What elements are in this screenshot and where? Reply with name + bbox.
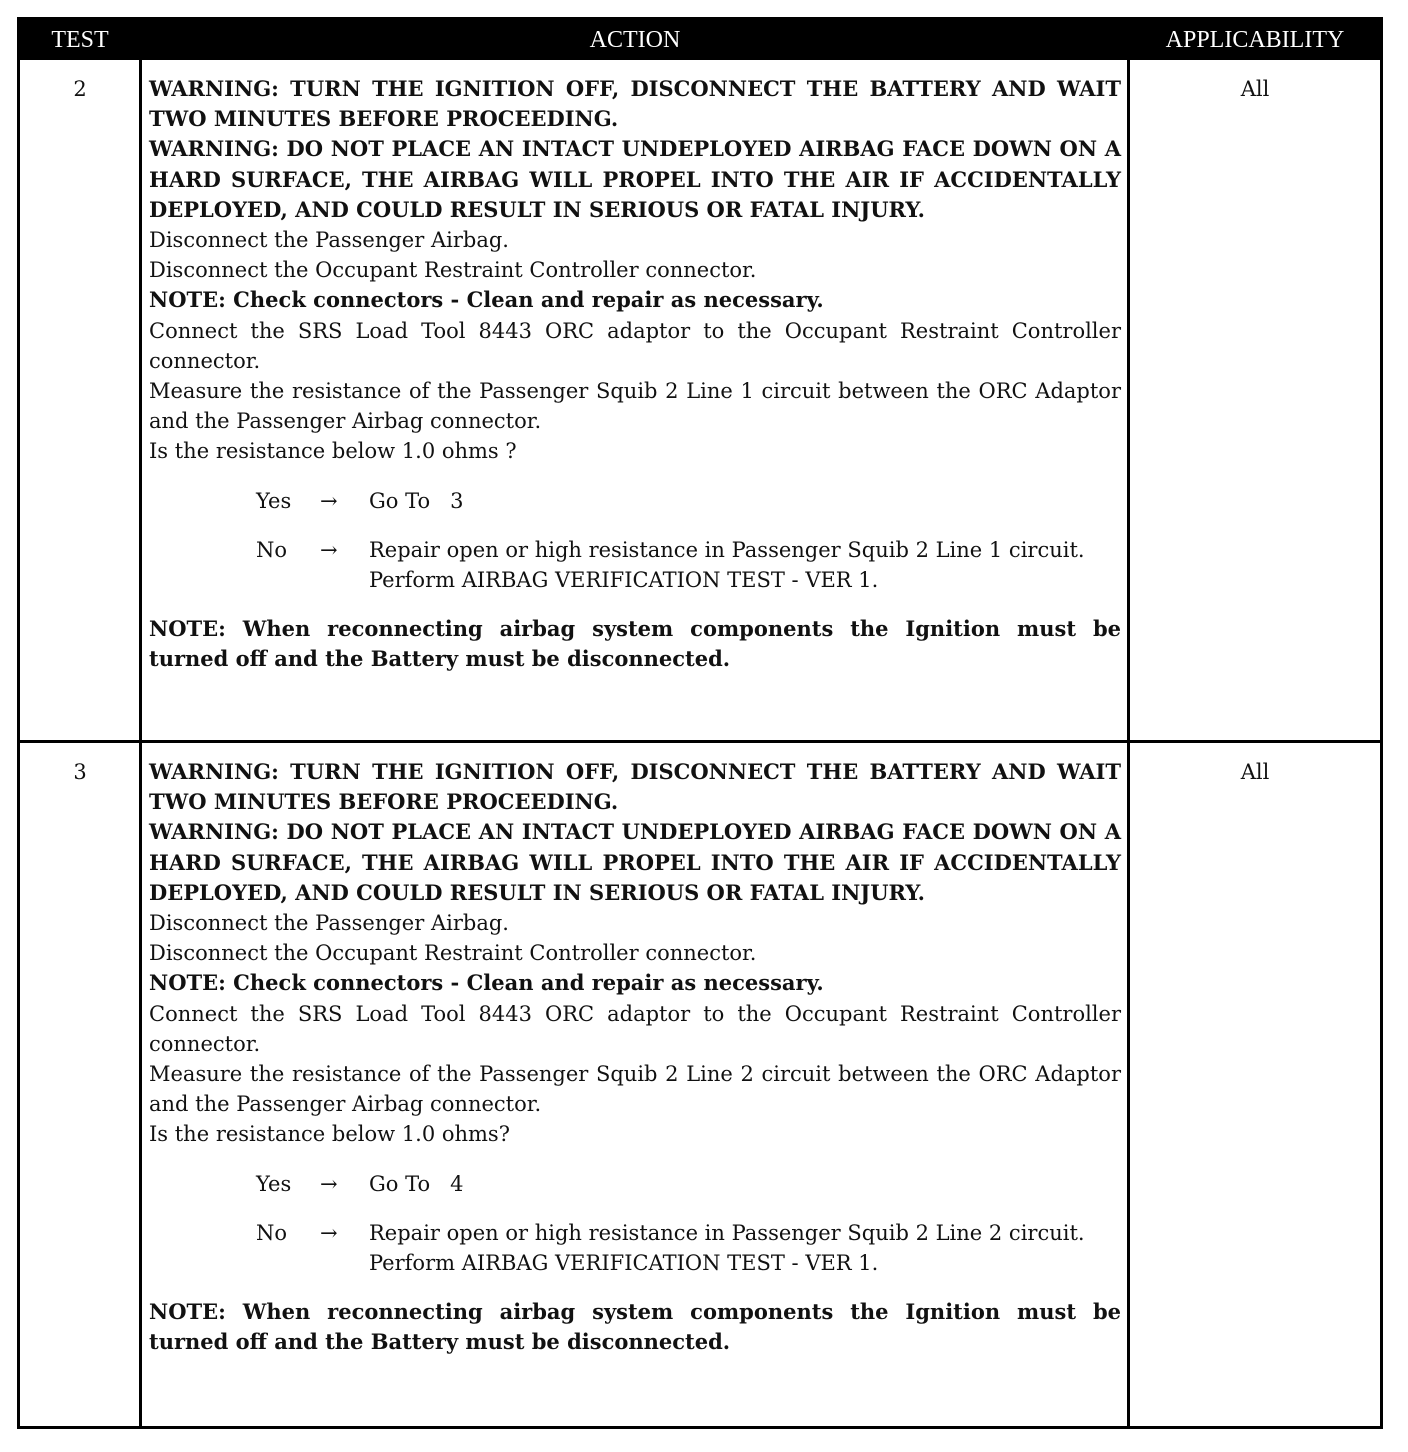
action-cell bbox=[149, 74, 1121, 675]
yes-label: Yes bbox=[256, 1171, 292, 1196]
no-label: No bbox=[256, 537, 288, 562]
step-text: Measure the resistance of the Passenger Squib 2 Line 2 circuit between the ORC Adaptor and the Passenger Airbag connector. bbox=[149, 1062, 1121, 1117]
yes-action: Go To 3 bbox=[369, 488, 464, 513]
step-text: Disconnect the Passenger Airbag. bbox=[149, 911, 509, 936]
no-action-verify: Perform AIRBAG VERIFICATION TEST - VER 1. bbox=[369, 568, 879, 593]
action-cell bbox=[149, 757, 1121, 1358]
note-text: NOTE: When reconnecting airbag system components the Ignition must be turned off and the Battery must be disconnected. bbox=[149, 1299, 1121, 1355]
no-action: Repair open or high resistance in Passenger Squib 2 Line 2 circuit. bbox=[369, 1220, 1085, 1245]
table-row-test-2 bbox=[20, 60, 1380, 740]
no-branch bbox=[256, 1218, 1121, 1278]
yes-action: Go To 4 bbox=[369, 1171, 464, 1196]
step-text: Disconnect the Occupant Restraint Controller connector. bbox=[149, 941, 757, 966]
warning-text: WARNING: TURN THE IGNITION OFF, DISCONNECT THE BATTERY AND WAIT TWO MINUTES BEFORE PROCEEDING. bbox=[149, 759, 1121, 815]
no-action-verify: Perform AIRBAG VERIFICATION TEST - VER 1. bbox=[369, 1251, 879, 1276]
note-text: NOTE: Check connectors - Clean and repair as necessary. bbox=[149, 970, 824, 996]
note-text: NOTE: Check connectors - Clean and repair as necessary. bbox=[149, 287, 824, 313]
arrow-icon: → bbox=[320, 1171, 338, 1196]
table-row-test-3 bbox=[20, 743, 1380, 1426]
no-label: No bbox=[256, 1220, 288, 1245]
question-text: Is the resistance below 1.0 ohms ? bbox=[149, 439, 517, 464]
table-header bbox=[20, 20, 1380, 60]
test-number: 3 bbox=[73, 760, 87, 784]
yes-branch bbox=[256, 486, 1121, 516]
header-action: ACTION bbox=[589, 27, 681, 53]
test-number: 2 bbox=[73, 77, 87, 101]
step-text: Connect the SRS Load Tool 8443 ORC adaptor to the Occupant Restraint Controller connector. bbox=[149, 318, 1121, 373]
note-text: NOTE: When reconnecting airbag system components the Ignition must be turned off and the Battery must be disconnected. bbox=[149, 616, 1121, 672]
step-text: Measure the resistance of the Passenger Squib 2 Line 1 circuit between the ORC Adaptor and the Passenger Airbag connector. bbox=[149, 379, 1121, 434]
no-branch bbox=[256, 535, 1121, 595]
arrow-icon: → bbox=[320, 1220, 338, 1245]
step-text: Disconnect the Passenger Airbag. bbox=[149, 228, 509, 253]
header-test: TEST bbox=[51, 27, 109, 53]
warning-text: WARNING: DO NOT PLACE AN INTACT UNDEPLOYED AIRBAG FACE DOWN ON A HARD SURFACE, THE AIRBAG WILL PROPEL INTO THE AIR IF ACCIDENTALLY DEPLOYED, AND COULD RESULT IN SERIOUS OR FATAL INJURY. bbox=[149, 136, 1121, 222]
step-text: Connect the SRS Load Tool 8443 ORC adaptor to the Occupant Restraint Controller connector. bbox=[149, 1001, 1121, 1056]
step-text: Disconnect the Occupant Restraint Controller connector. bbox=[149, 258, 757, 283]
question-text: Is the resistance below 1.0 ohms? bbox=[149, 1122, 510, 1147]
diagnostic-table bbox=[17, 17, 1383, 1429]
no-action: Repair open or high resistance in Passenger Squib 2 Line 1 circuit. bbox=[369, 537, 1085, 562]
arrow-icon: → bbox=[320, 537, 338, 562]
warning-text: WARNING: DO NOT PLACE AN INTACT UNDEPLOYED AIRBAG FACE DOWN ON A HARD SURFACE, THE AIRBAG WILL PROPEL INTO THE AIR IF ACCIDENTALLY DEPLOYED, AND COULD RESULT IN SERIOUS OR FATAL INJURY. bbox=[149, 819, 1121, 905]
yes-label: Yes bbox=[256, 488, 292, 513]
yes-branch bbox=[256, 1169, 1121, 1199]
arrow-icon: → bbox=[320, 488, 338, 513]
warning-text: WARNING: TURN THE IGNITION OFF, DISCONNECT THE BATTERY AND WAIT TWO MINUTES BEFORE PROCEEDING. bbox=[149, 76, 1121, 132]
applicability-value: All bbox=[1240, 77, 1270, 101]
header-applicability: APPLICABILITY bbox=[1165, 27, 1345, 53]
applicability-value: All bbox=[1240, 760, 1270, 784]
